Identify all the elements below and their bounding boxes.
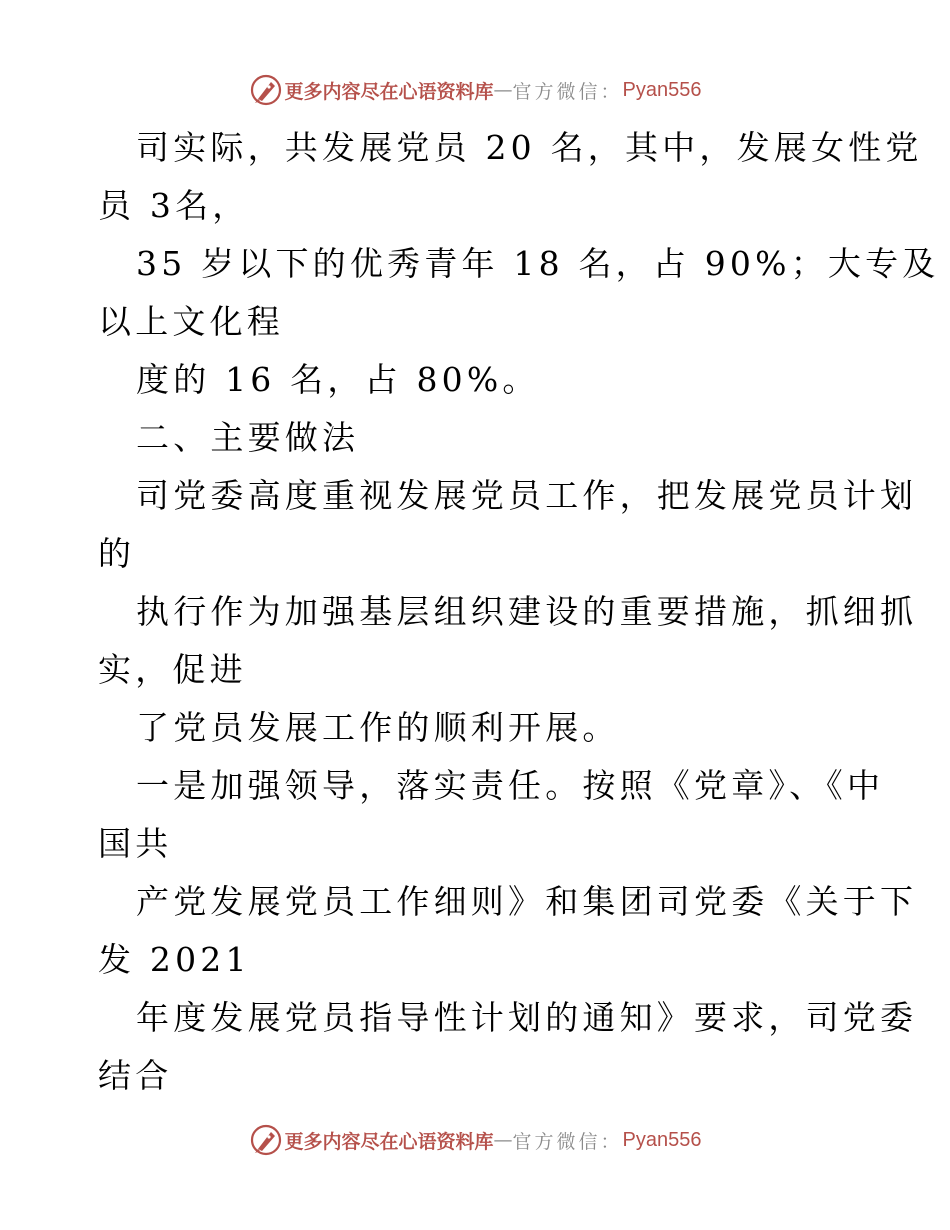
watermark-wechat-label: 官方微信： bbox=[512, 80, 623, 103]
watermark-dash: — bbox=[493, 1129, 513, 1151]
body-line: 度的 16 名，占 80%。 bbox=[136, 360, 540, 399]
watermark-site-text: 更多内容尽在心语资料库 bbox=[284, 1130, 494, 1153]
body-line: 发 2021 bbox=[98, 940, 251, 979]
section-heading: 二、主要做法 bbox=[136, 418, 360, 457]
fountain-pen-nib-icon bbox=[249, 1123, 283, 1157]
body-line: 年度发展党员指导性计划的通知》要求，司党委 bbox=[136, 998, 918, 1037]
body-line: 实，促进 bbox=[98, 650, 247, 689]
watermark-site-text: 更多内容尽在心语资料库 bbox=[284, 80, 494, 103]
body-line: 司实际，共发展党员 20 名，其中，发展女性党 bbox=[136, 128, 923, 167]
footer-watermark bbox=[0, 1120, 950, 1160]
watermark-wechat-label: 官方微信： bbox=[512, 1130, 623, 1153]
body-line: 35 岁以下的优秀青年 18 名，占 90%；大专及 bbox=[136, 244, 940, 283]
body-line: 的 bbox=[98, 534, 136, 573]
watermark-dash: — bbox=[493, 79, 513, 101]
body-line: 了党员发展工作的顺利开展。 bbox=[136, 708, 620, 747]
body-line: 员 3名， bbox=[98, 186, 250, 225]
watermark-wechat-id: Pyan556 bbox=[622, 78, 702, 101]
body-line: 执行作为加强基层组织建设的重要措施，抓细抓 bbox=[136, 592, 918, 631]
body-line: 一是加强领导，落实责任。按照《党章》、《中 bbox=[136, 766, 885, 805]
watermark-wechat-id: Pyan556 bbox=[622, 1128, 702, 1151]
body-line: 司党委高度重视发展党员工作，把发展党员计划 bbox=[136, 476, 918, 515]
body-line: 产党发展党员工作细则》和集团司党委《关于下 bbox=[136, 882, 918, 921]
body-line: 以上文化程 bbox=[98, 302, 284, 341]
body-line: 结合 bbox=[98, 1056, 173, 1095]
body-line: 国共 bbox=[98, 824, 173, 863]
